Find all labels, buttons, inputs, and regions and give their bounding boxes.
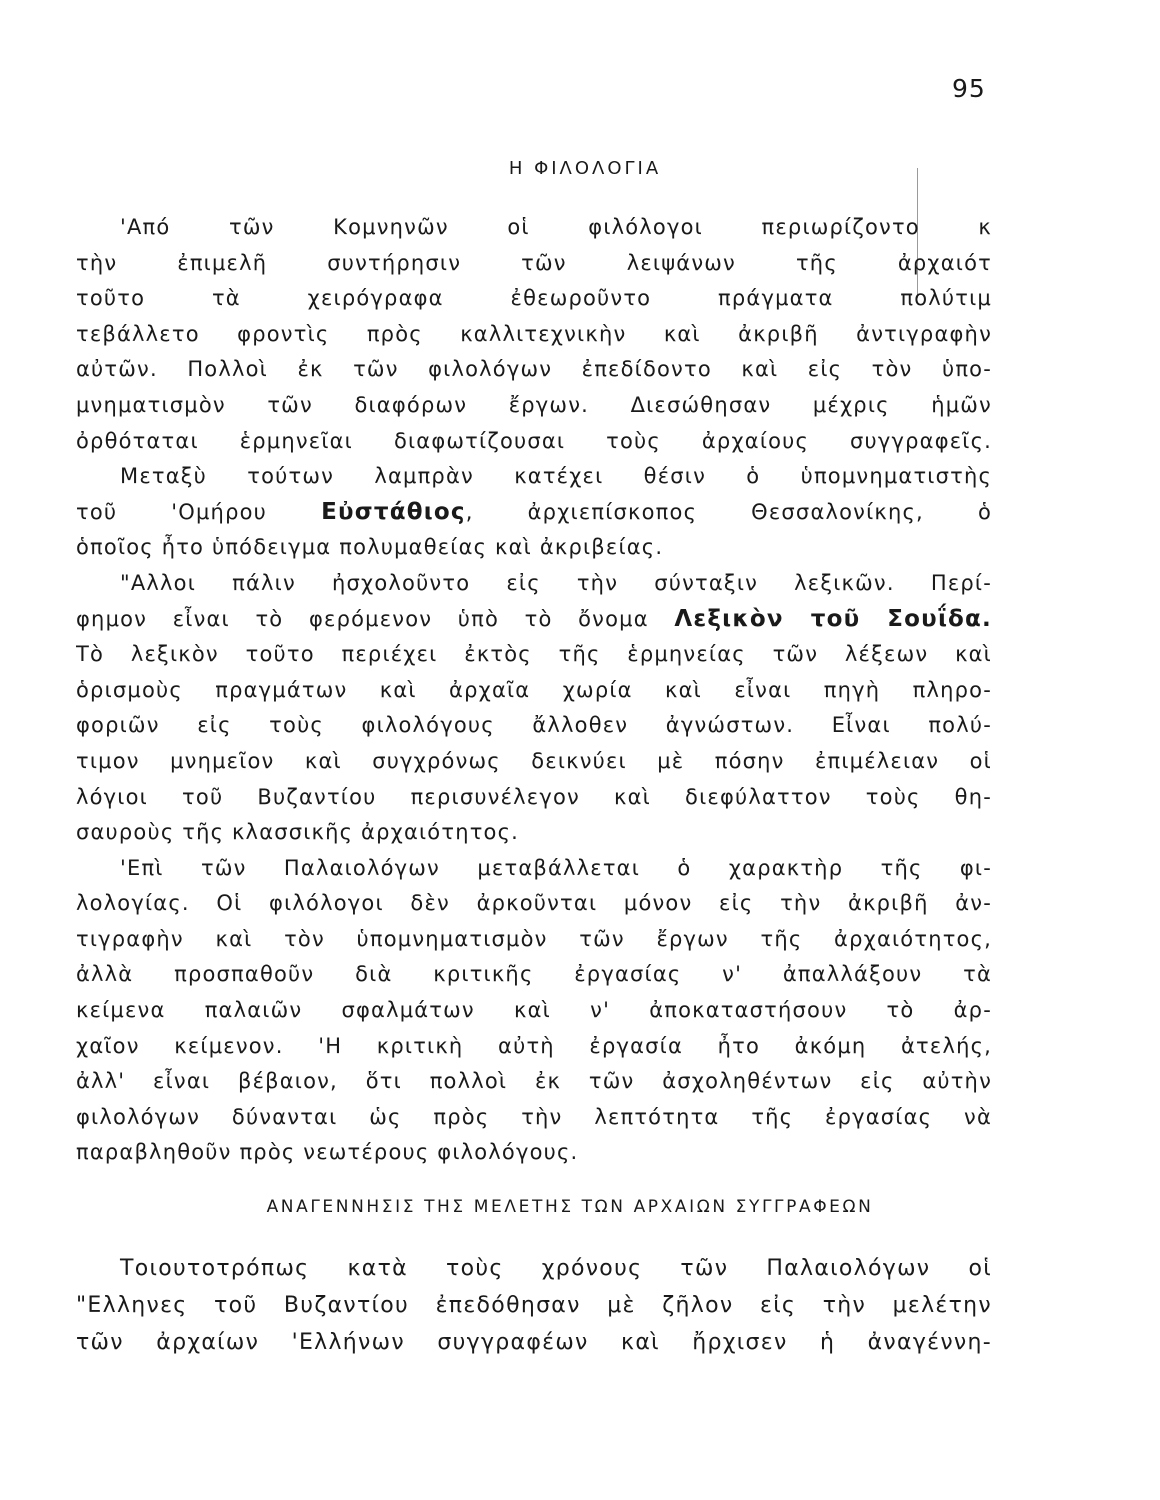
text-line: "Ελληνες τοῦ Βυζαντίου ἐπεδόθησαν μὲ ζῆλον εἰς τὴν μελέτην xyxy=(76,1293,992,1318)
text-line: τὴν ἐπιμελῆ συντήρησιν τῶν λειψάνων τῆς ἀρχαιότ xyxy=(76,250,992,275)
text-line: τιγραφὴν καὶ τὸν ὑπομνηματισμὸν τῶν ἔργων τῆς ἀρχαιότητος, xyxy=(76,926,992,951)
philology-body xyxy=(76,210,992,1171)
text-line: 'Από τῶν Κομνηνῶν οἱ φιλόλογοι περιωρίζοντο κ xyxy=(120,215,992,239)
text-line: Μεταξὺ τούτων λαμπρὰν κατέχει θέσιν ὁ ὑπομνηματιστὴς xyxy=(120,464,992,489)
text-line: αὐτῶν. Πολλοὶ ἐκ τῶν φιλολόγων ἐπεδίδοντο καὶ εἰς τὸν ὑπο- xyxy=(76,357,992,382)
text-fragment: τοῦ 'Ομήρου xyxy=(76,499,322,524)
text-line: λολογίας. Οἱ φιλόλογοι δὲν ἀρκοῦνται μόνον εἰς τὴν ἀκριβῆ ἀν- xyxy=(76,891,992,916)
text-line-eustathius xyxy=(76,495,992,531)
page-number: 95 xyxy=(952,74,986,103)
text-line: ὀρθόταται ἑρμηνεῖαι διαφωτίζουσαι τοὺς ἀρχαίους συγγραφεῖς. xyxy=(76,428,992,453)
text-line: κείμενα παλαιῶν σφαλμάτων καὶ ν' ἀποκαταστήσουν τὸ ἀρ- xyxy=(76,998,992,1023)
name-eustathius: Εὐστάθιος xyxy=(321,498,466,525)
text-line: τιμον μνημεῖον καὶ συγχρόνως δεικνύει μὲ πόσην ἐπιμέλειαν οἱ xyxy=(76,748,992,773)
text-line: τεβάλλετο φροντὶς πρὸς καλλιτεχνικὴν καὶ ἀκριβῆ ἀντιγραφὴν xyxy=(76,321,992,346)
text-fragment: , ἀρχιεπίσκοπος Θεσσαλονίκης, ὁ xyxy=(465,499,992,524)
text-line: λόγιοι τοῦ Βυζαντίου περισυνέλεγον καὶ διεφύλαττον τοὺς θη- xyxy=(76,784,992,809)
text-line: τοῦτο τὰ χειρόγραφα ἐθεωροῦντο πράγματα πολύτιμ xyxy=(76,286,992,311)
text-line: σαυροὺς τῆς κλασσικῆς ἀρχαιότητος. xyxy=(76,820,519,845)
text-line: ἀλλ' εἶναι βέβαιον, ὅτι πολλοὶ ἐκ τῶν ἀσχοληθέντων εἰς αὐτὴν xyxy=(76,1069,992,1094)
text-line: μνηματισμὸν τῶν διαφόρων ἔργων. Διεσώθησαν μέχρις ἡμῶν xyxy=(76,392,992,417)
text-line: Τοιουτοτρόπως κατὰ τοὺς χρόνους τῶν Παλαιολόγων οἱ xyxy=(120,1256,992,1281)
text-line: 'Επὶ τῶν Παλαιολόγων μεταβάλλεται ὁ χαρακτὴρ τῆς φι- xyxy=(120,855,992,880)
text-line: ὁποῖος ἦτο ὑπόδειγμα πολυμαθείας καὶ ἀκριβείας. xyxy=(76,535,664,560)
text-line: "Αλλοι πάλιν ἠσχολοῦντο εἰς τὴν σύνταξιν λεξικῶν. Περί- xyxy=(120,570,992,595)
name-suda-lexicon: Λεξικὸν τοῦ Σουΐδα. xyxy=(674,605,992,632)
text-line: χαῖον κείμενον. 'Η κριτικὴ αὐτὴ ἐργασία ἦτο ἀκόμη ἀτελής, xyxy=(76,1033,992,1058)
text-line-suda xyxy=(76,602,992,638)
text-line: τῶν ἀρχαίων 'Ελλήνων συγγραφέων καὶ ἤρχισεν ἡ ἀναγέννη- xyxy=(76,1330,992,1355)
text-line: φοριῶν εἰς τοὺς φιλολόγους ἄλλοθεν ἀγνώστων. Εἶναι πολύ- xyxy=(76,713,992,738)
section-title-philology: Η ΦΙΛΟΛΟΓΙΑ xyxy=(508,158,662,179)
text-line: ὁρισμοὺς πραγμάτων καὶ ἀρχαῖα χωρία καὶ εἶναι πηγὴ πληρο- xyxy=(76,677,992,702)
text-line: παραβληθοῦν πρὸς νεωτέρους φιλολόγους. xyxy=(76,1140,579,1165)
text-line: Τὸ λεξικὸν τοῦτο περιέχει ἐκτὸς τῆς ἑρμηνείας τῶν λέξεων καὶ xyxy=(76,642,992,667)
renaissance-body xyxy=(76,1250,992,1361)
text-line: ἀλλὰ προσπαθοῦν διὰ κριτικῆς ἐργασίας ν' ἀπαλλάξουν τὰ xyxy=(76,962,992,987)
text-fragment: φημον εἶναι τὸ φερόμενον ὑπὸ τὸ ὄνομα xyxy=(76,606,675,631)
section-title-renaissance: ΑΝΑΓΕΝΝΗΣΙΣ ΤΗΣ ΜΕΛΕΤΗΣ ΤΩΝ ΑΡΧΑΙΩΝ ΣΥΓΓΡΑΦΕΩΝ xyxy=(266,1197,874,1217)
text-line: φιλολόγων δύνανται ὡς πρὸς τὴν λεπτότητα τῆς ἐργασίας νὰ xyxy=(76,1104,992,1129)
